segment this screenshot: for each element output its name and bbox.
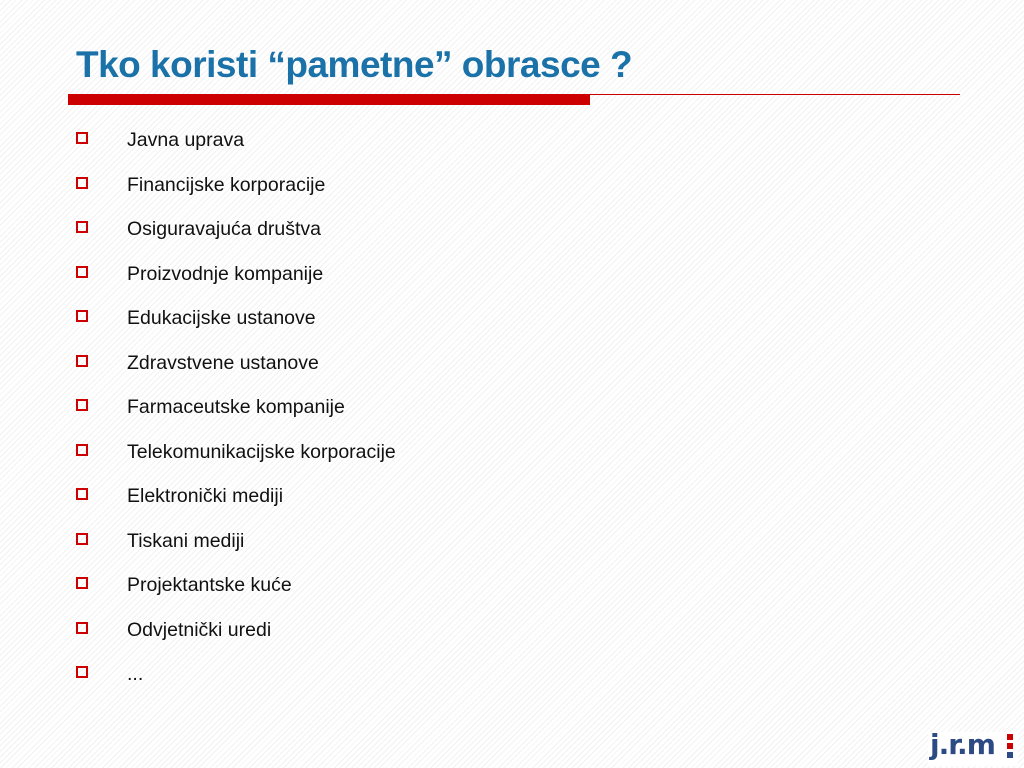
logo-text: j.r.m	[930, 728, 995, 761]
square-outline-icon	[76, 132, 88, 144]
list-item-label: Tiskani mediji	[127, 529, 245, 552]
square-outline-icon	[76, 399, 88, 411]
list-item-label: Proizvodnje kompanije	[127, 262, 324, 285]
square-outline-icon	[76, 444, 88, 456]
logo-dot-red	[1007, 743, 1013, 749]
list-item-label: Zdravstvene ustanove	[127, 351, 319, 374]
list-item-label: Farmaceutske kompanije	[127, 396, 345, 418]
square-outline-icon	[76, 355, 88, 367]
list-item-label: Edukacijske ustanove	[127, 307, 316, 329]
square-outline-icon	[76, 666, 88, 678]
list-item-label: Telekomunikacijske korporacije	[127, 440, 396, 463]
title-underline-thick	[68, 94, 590, 105]
square-outline-icon	[76, 310, 88, 322]
list-item-label: Osiguravajuća društva	[127, 218, 322, 240]
square-outline-icon	[76, 266, 88, 278]
square-outline-icon	[76, 533, 88, 545]
list-item-label: Javna uprava	[127, 129, 245, 151]
square-outline-icon	[76, 221, 88, 233]
square-outline-icon	[76, 488, 88, 500]
logo-dot-red	[1007, 734, 1013, 740]
square-outline-icon	[76, 622, 88, 634]
list-item-label: Projektantske kuće	[127, 574, 292, 596]
slide-title: Tko koristi “pametne” obrasce ?	[76, 44, 633, 85]
list-item-label: Odvjetnički uredi	[127, 618, 272, 641]
logo-dot-blue	[1007, 752, 1013, 758]
list-item-label: Elektronički mediji	[127, 485, 284, 507]
list-item-label: Financijske korporacije	[127, 173, 326, 196]
square-outline-icon	[76, 177, 88, 189]
list-item-label: ...	[127, 663, 144, 685]
title-underline-thin	[590, 94, 960, 95]
jrm-logo	[928, 728, 1018, 766]
square-outline-icon	[76, 577, 88, 589]
